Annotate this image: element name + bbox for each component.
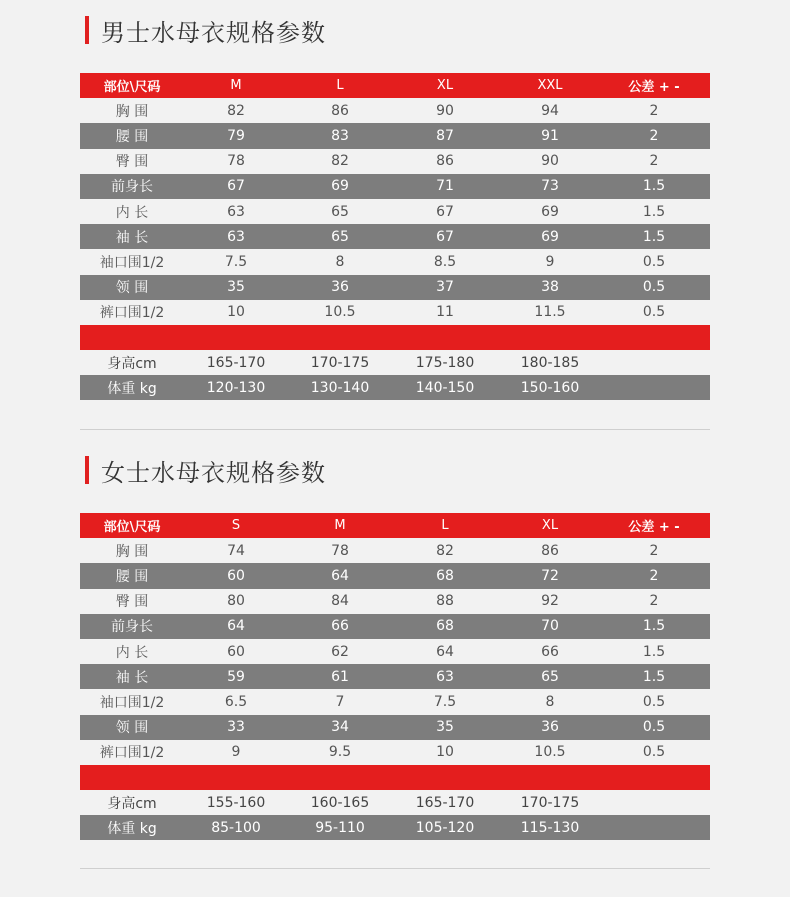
table-cell: 33 (227, 719, 245, 736)
table-cell: 裤口围1/2 (99, 745, 165, 762)
table-cell: 1.5 (642, 178, 666, 195)
table-cell: 87 (436, 127, 454, 144)
table-cell: 59 (227, 668, 245, 685)
table-cell: 0.5 (642, 279, 666, 296)
header-cell: 公差 + - (628, 520, 680, 536)
table-cell: 95-110 (315, 819, 365, 836)
table-cell: 内 长 (115, 204, 149, 221)
table-cell: 83 (331, 127, 349, 144)
height-row (80, 790, 710, 815)
table-cell: 69 (331, 178, 349, 195)
table-cell: 0.5 (642, 304, 666, 321)
table-cell: 裤口围1/2 (99, 305, 165, 322)
table-cell: 86 (331, 102, 349, 119)
table-cell: 67 (436, 228, 454, 245)
table-cell: 85-100 (211, 819, 261, 836)
table-header-row (80, 513, 710, 538)
table-cell: 身高cm (107, 795, 157, 812)
table-cell: 64 (331, 567, 349, 584)
table-cell: 86 (436, 153, 454, 170)
table-cell: 155-160 (206, 794, 266, 811)
table-cell: 67 (227, 178, 245, 195)
table-cell: 140-150 (415, 379, 475, 396)
table-cell: 68 (436, 618, 454, 635)
table-cell: 1.5 (642, 618, 666, 635)
table-cell: 69 (541, 203, 559, 220)
height-row (80, 350, 710, 375)
header-cell: L (336, 78, 344, 94)
table-cell: 120-130 (206, 379, 266, 396)
red-separator-bar (80, 765, 710, 790)
table-cell: 88 (436, 593, 454, 610)
table-cell: 2 (649, 127, 659, 144)
table-cell: 105-120 (415, 819, 475, 836)
table-cell: 70 (541, 618, 559, 635)
title-accent-bar (85, 456, 89, 484)
table-cell: 115-130 (520, 819, 580, 836)
table-header-row (80, 73, 710, 98)
table-cell: 35 (227, 279, 245, 296)
table-cell: 80 (227, 593, 245, 610)
table-cell: 胸 围 (115, 103, 149, 120)
table-row (80, 639, 710, 664)
table-row (80, 614, 710, 639)
women-title (85, 456, 326, 487)
table-row (80, 199, 710, 224)
table-cell: 36 (331, 279, 349, 296)
table-cell: 94 (541, 102, 559, 119)
table-cell: 65 (331, 228, 349, 245)
table-row (80, 538, 710, 563)
table-cell: 90 (541, 153, 559, 170)
section-divider (80, 868, 710, 869)
table-cell: 前身长 (111, 619, 153, 636)
table-cell: 前身长 (111, 179, 153, 196)
header-cell: M (230, 78, 242, 94)
table-cell: 60 (227, 643, 245, 660)
table-cell: 腰 围 (115, 568, 149, 585)
red-separator-bar (80, 325, 710, 350)
table-cell: 7.5 (433, 693, 457, 710)
table-cell: 1.5 (642, 203, 666, 220)
table-row (80, 589, 710, 614)
table-cell: 袖口围1/2 (99, 694, 165, 711)
women-size-table (80, 513, 710, 840)
table-cell: 11.5 (534, 304, 566, 321)
table-row (80, 689, 710, 714)
table-cell: 臀 围 (115, 594, 149, 611)
table-cell: 82 (331, 153, 349, 170)
table-cell: 6.5 (224, 693, 248, 710)
header-cell: XXL (537, 78, 563, 94)
men-title-text: 男士水母衣规格参数 (101, 18, 326, 47)
table-cell: 0.5 (642, 693, 666, 710)
table-cell: 2 (649, 153, 659, 170)
table-cell: 领 围 (115, 720, 149, 737)
table-cell: 72 (541, 567, 559, 584)
table-row (80, 123, 710, 148)
table-cell: 8.5 (433, 253, 457, 270)
header-cell: S (231, 518, 241, 534)
table-cell: 0.5 (642, 744, 666, 761)
header-cell: M (334, 518, 346, 534)
table-cell: 69 (541, 228, 559, 245)
table-cell: 10 (227, 304, 245, 321)
table-cell: 臀 围 (115, 154, 149, 171)
table-cell: 0.5 (642, 253, 666, 270)
table-cell: 86 (541, 542, 559, 559)
table-cell: 66 (541, 643, 559, 660)
table-cell: 63 (227, 203, 245, 220)
table-cell: 65 (541, 668, 559, 685)
table-cell: 11 (436, 304, 454, 321)
table-cell: 2 (649, 542, 659, 559)
table-cell: 1.5 (642, 228, 666, 245)
weight-row (80, 375, 710, 400)
table-cell: 9 (231, 744, 241, 761)
table-row (80, 249, 710, 274)
table-cell: 62 (331, 643, 349, 660)
table-row (80, 563, 710, 588)
table-cell: 65 (331, 203, 349, 220)
table-cell: 82 (436, 542, 454, 559)
table-cell: 袖 长 (115, 229, 149, 246)
table-cell: 73 (541, 178, 559, 195)
table-cell: 160-165 (310, 794, 370, 811)
table-cell: 内 长 (115, 644, 149, 661)
table-cell: 170-175 (520, 794, 580, 811)
table-cell: 10.5 (324, 304, 356, 321)
table-cell: 胸 围 (115, 543, 149, 560)
table-cell: 8 (335, 253, 345, 270)
table-row (80, 715, 710, 740)
table-cell: 78 (227, 153, 245, 170)
table-cell: 领 围 (115, 280, 149, 297)
table-cell: 63 (436, 668, 454, 685)
table-cell: 150-160 (520, 379, 580, 396)
title-accent-bar (85, 16, 89, 44)
table-cell: 84 (331, 593, 349, 610)
table-cell: 60 (227, 567, 245, 584)
table-cell: 1.5 (642, 643, 666, 660)
table-cell: 10.5 (534, 744, 566, 761)
men-size-table (80, 73, 710, 400)
weight-row (80, 815, 710, 840)
table-cell: 82 (227, 102, 245, 119)
table-cell: 165-170 (415, 794, 475, 811)
table-cell: 34 (331, 719, 349, 736)
table-cell: 66 (331, 618, 349, 635)
table-cell: 2 (649, 593, 659, 610)
table-cell: 92 (541, 593, 559, 610)
header-cell: 部位\尺码 (103, 80, 161, 96)
table-row (80, 740, 710, 765)
table-cell: 8 (545, 693, 555, 710)
table-cell: 170-175 (310, 354, 370, 371)
table-cell: 67 (436, 203, 454, 220)
table-cell: 61 (331, 668, 349, 685)
table-row (80, 275, 710, 300)
table-cell: 63 (227, 228, 245, 245)
table-row (80, 174, 710, 199)
header-cell: L (441, 518, 449, 534)
table-row (80, 224, 710, 249)
table-row (80, 300, 710, 325)
table-cell: 130-140 (310, 379, 370, 396)
table-row (80, 664, 710, 689)
table-cell: 36 (541, 719, 559, 736)
table-cell: 体重 kg (107, 380, 157, 397)
table-cell: 7.5 (224, 253, 248, 270)
table-cell: 10 (436, 744, 454, 761)
table-cell: 38 (541, 279, 559, 296)
header-cell: 部位\尺码 (103, 520, 161, 536)
section-divider (80, 429, 710, 430)
table-cell: 体重 kg (107, 820, 157, 837)
table-cell: 2 (649, 567, 659, 584)
table-cell: 90 (436, 102, 454, 119)
header-cell: 公差 + - (628, 80, 680, 96)
table-cell: 2 (649, 102, 659, 119)
table-cell: 74 (227, 542, 245, 559)
table-cell: 64 (436, 643, 454, 660)
table-cell: 91 (541, 127, 559, 144)
table-cell: 7 (335, 693, 345, 710)
table-cell: 165-170 (206, 354, 266, 371)
table-cell: 9 (545, 253, 555, 270)
table-cell: 175-180 (415, 354, 475, 371)
header-cell: XL (436, 78, 454, 94)
table-cell: 180-185 (520, 354, 580, 371)
table-cell: 79 (227, 127, 245, 144)
table-cell: 64 (227, 618, 245, 635)
women-title-text: 女士水母衣规格参数 (101, 458, 326, 487)
table-cell: 袖 长 (115, 669, 149, 686)
table-cell: 腰 围 (115, 128, 149, 145)
men-title (85, 16, 326, 47)
table-cell: 身高cm (107, 355, 157, 372)
table-cell: 袖口围1/2 (99, 254, 165, 271)
table-cell: 0.5 (642, 719, 666, 736)
table-cell: 37 (436, 279, 454, 296)
table-cell: 78 (331, 542, 349, 559)
table-cell: 9.5 (328, 744, 352, 761)
table-row (80, 98, 710, 123)
header-cell: XL (541, 518, 559, 534)
table-cell: 35 (436, 719, 454, 736)
table-cell: 68 (436, 567, 454, 584)
table-cell: 1.5 (642, 668, 666, 685)
table-cell: 71 (436, 178, 454, 195)
table-row (80, 149, 710, 174)
